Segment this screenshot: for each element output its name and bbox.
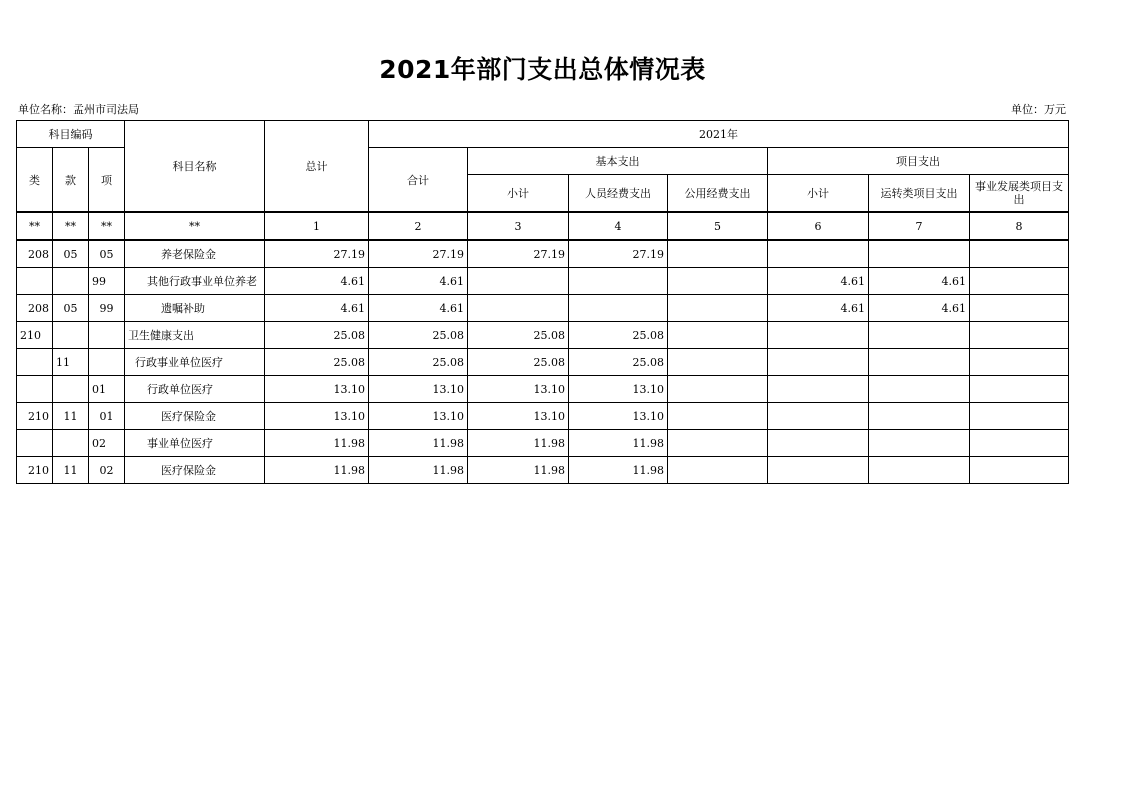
expenditure-table (16, 120, 1069, 484)
sum-cell: 11.98 (369, 457, 468, 484)
total-cell: 11.98 (265, 430, 369, 457)
operation-cell (869, 457, 970, 484)
header-xiang: 项 (89, 148, 125, 213)
development-cell (970, 349, 1069, 376)
header-subject-code: 科目编码 (17, 121, 125, 148)
subject-name-cell: 事业单位医疗 (125, 430, 265, 457)
public-cell (668, 457, 768, 484)
project-subtotal-cell: 4.61 (768, 268, 869, 295)
development-cell (970, 430, 1069, 457)
index-cell: ** (53, 212, 89, 240)
personnel-cell: 27.19 (569, 240, 668, 268)
xiang-cell: 01 (89, 376, 125, 403)
total-cell: 4.61 (265, 295, 369, 322)
total-cell: 27.19 (265, 240, 369, 268)
index-cell: 5 (668, 212, 768, 240)
development-cell (970, 457, 1069, 484)
index-cell: ** (17, 212, 53, 240)
operation-cell: 4.61 (869, 295, 970, 322)
basic-subtotal-cell: 13.10 (468, 403, 569, 430)
index-cell: 2 (369, 212, 468, 240)
header-development: 事业发展类项目支出 (970, 175, 1069, 213)
total-cell: 13.10 (265, 376, 369, 403)
lei-cell (17, 349, 53, 376)
xiang-cell (89, 322, 125, 349)
operation-cell (869, 403, 970, 430)
public-cell (668, 240, 768, 268)
public-cell (668, 376, 768, 403)
basic-subtotal-cell: 25.08 (468, 349, 569, 376)
project-subtotal-cell: 4.61 (768, 295, 869, 322)
header-sum: 合计 (369, 148, 468, 213)
development-cell (970, 376, 1069, 403)
project-subtotal-cell (768, 322, 869, 349)
sum-cell: 4.61 (369, 295, 468, 322)
lei-cell (17, 376, 53, 403)
xiang-cell: 01 (89, 403, 125, 430)
subject-name-cell: 行政单位医疗 (125, 376, 265, 403)
subject-name-cell: 行政事业单位医疗 (125, 349, 265, 376)
sum-cell: 27.19 (369, 240, 468, 268)
xiang-cell: 02 (89, 457, 125, 484)
index-cell: 6 (768, 212, 869, 240)
table-row (17, 403, 1069, 430)
development-cell (970, 240, 1069, 268)
total-cell: 4.61 (265, 268, 369, 295)
operation-cell (869, 322, 970, 349)
public-cell (668, 268, 768, 295)
project-subtotal-cell (768, 457, 869, 484)
header-project-subtotal: 小计 (768, 175, 869, 213)
basic-subtotal-cell: 27.19 (468, 240, 569, 268)
index-cell: 1 (265, 212, 369, 240)
operation-cell (869, 376, 970, 403)
personnel-cell: 11.98 (569, 457, 668, 484)
basic-subtotal-cell: 13.10 (468, 376, 569, 403)
header-subject-name: 科目名称 (125, 121, 265, 213)
header-operation: 运转类项目支出 (869, 175, 970, 213)
kuan-cell: 11 (53, 349, 89, 376)
personnel-cell: 25.08 (569, 349, 668, 376)
public-cell (668, 403, 768, 430)
index-cell: ** (125, 212, 265, 240)
kuan-cell (53, 376, 89, 403)
xiang-cell: 99 (89, 295, 125, 322)
lei-cell: 210 (17, 322, 53, 349)
personnel-cell (569, 268, 668, 295)
lei-cell: 208 (17, 240, 53, 268)
xiang-cell (89, 349, 125, 376)
total-cell: 13.10 (265, 403, 369, 430)
kuan-cell (53, 322, 89, 349)
personnel-cell: 13.10 (569, 403, 668, 430)
kuan-cell: 11 (53, 457, 89, 484)
subject-name-cell: 医疗保险金 (125, 457, 265, 484)
header-public: 公用经费支出 (668, 175, 768, 213)
development-cell (970, 322, 1069, 349)
basic-subtotal-cell (468, 268, 569, 295)
table-row (17, 376, 1069, 403)
table-row (17, 430, 1069, 457)
subject-name-cell: 其他行政事业单位养老 (125, 268, 265, 295)
index-cell: 4 (569, 212, 668, 240)
basic-subtotal-cell: 11.98 (468, 430, 569, 457)
unit-name-label: 单位名称：孟州市司法局 (18, 103, 139, 116)
header-kuan: 款 (53, 148, 89, 213)
index-cell: 8 (970, 212, 1069, 240)
header-personnel: 人员经费支出 (569, 175, 668, 213)
kuan-cell (53, 430, 89, 457)
development-cell (970, 403, 1069, 430)
operation-cell (869, 349, 970, 376)
subject-name-cell: 养老保险金 (125, 240, 265, 268)
kuan-cell (53, 268, 89, 295)
operation-cell (869, 430, 970, 457)
index-cell: ** (89, 212, 125, 240)
table-row (17, 457, 1069, 484)
project-subtotal-cell (768, 403, 869, 430)
kuan-cell: 05 (53, 240, 89, 268)
personnel-cell: 11.98 (569, 430, 668, 457)
public-cell (668, 430, 768, 457)
personnel-cell (569, 295, 668, 322)
xiang-cell: 05 (89, 240, 125, 268)
xiang-cell: 02 (89, 430, 125, 457)
operation-cell: 4.61 (869, 268, 970, 295)
personnel-cell: 13.10 (569, 376, 668, 403)
project-subtotal-cell (768, 430, 869, 457)
header-year: 2021年 (369, 121, 1069, 148)
project-subtotal-cell (768, 349, 869, 376)
basic-subtotal-cell (468, 295, 569, 322)
public-cell (668, 349, 768, 376)
index-cell: 7 (869, 212, 970, 240)
page-title: 2021年部门支出总体情况表 (379, 55, 706, 84)
header-lei: 类 (17, 148, 53, 213)
lei-cell: 210 (17, 403, 53, 430)
table-row (17, 240, 1069, 268)
header-total: 总计 (265, 121, 369, 213)
development-cell (970, 295, 1069, 322)
kuan-cell: 05 (53, 295, 89, 322)
kuan-cell: 11 (53, 403, 89, 430)
sum-cell: 11.98 (369, 430, 468, 457)
project-subtotal-cell (768, 240, 869, 268)
index-cell: 3 (468, 212, 569, 240)
table-row (17, 322, 1069, 349)
project-subtotal-cell (768, 376, 869, 403)
sum-cell: 25.08 (369, 322, 468, 349)
subject-name-cell: 遗嘱补助 (125, 295, 265, 322)
personnel-cell: 25.08 (569, 322, 668, 349)
sum-cell: 13.10 (369, 376, 468, 403)
lei-cell: 208 (17, 295, 53, 322)
unit-label: 单位：万元 (1011, 103, 1066, 116)
lei-cell: 210 (17, 457, 53, 484)
subject-name-cell: 医疗保险金 (125, 403, 265, 430)
table-row (17, 268, 1069, 295)
lei-cell (17, 268, 53, 295)
sum-cell: 4.61 (369, 268, 468, 295)
table-row (17, 349, 1069, 376)
subject-name-cell: 卫生健康支出 (125, 322, 265, 349)
development-cell (970, 268, 1069, 295)
sum-cell: 13.10 (369, 403, 468, 430)
xiang-cell: 99 (89, 268, 125, 295)
public-cell (668, 322, 768, 349)
total-cell: 25.08 (265, 322, 369, 349)
total-cell: 25.08 (265, 349, 369, 376)
table-row (17, 295, 1069, 322)
sum-cell: 25.08 (369, 349, 468, 376)
header-project: 项目支出 (768, 148, 1069, 175)
public-cell (668, 295, 768, 322)
operation-cell (869, 240, 970, 268)
total-cell: 11.98 (265, 457, 369, 484)
lei-cell (17, 430, 53, 457)
header-basic: 基本支出 (468, 148, 768, 175)
header-basic-subtotal: 小计 (468, 175, 569, 213)
basic-subtotal-cell: 11.98 (468, 457, 569, 484)
basic-subtotal-cell: 25.08 (468, 322, 569, 349)
